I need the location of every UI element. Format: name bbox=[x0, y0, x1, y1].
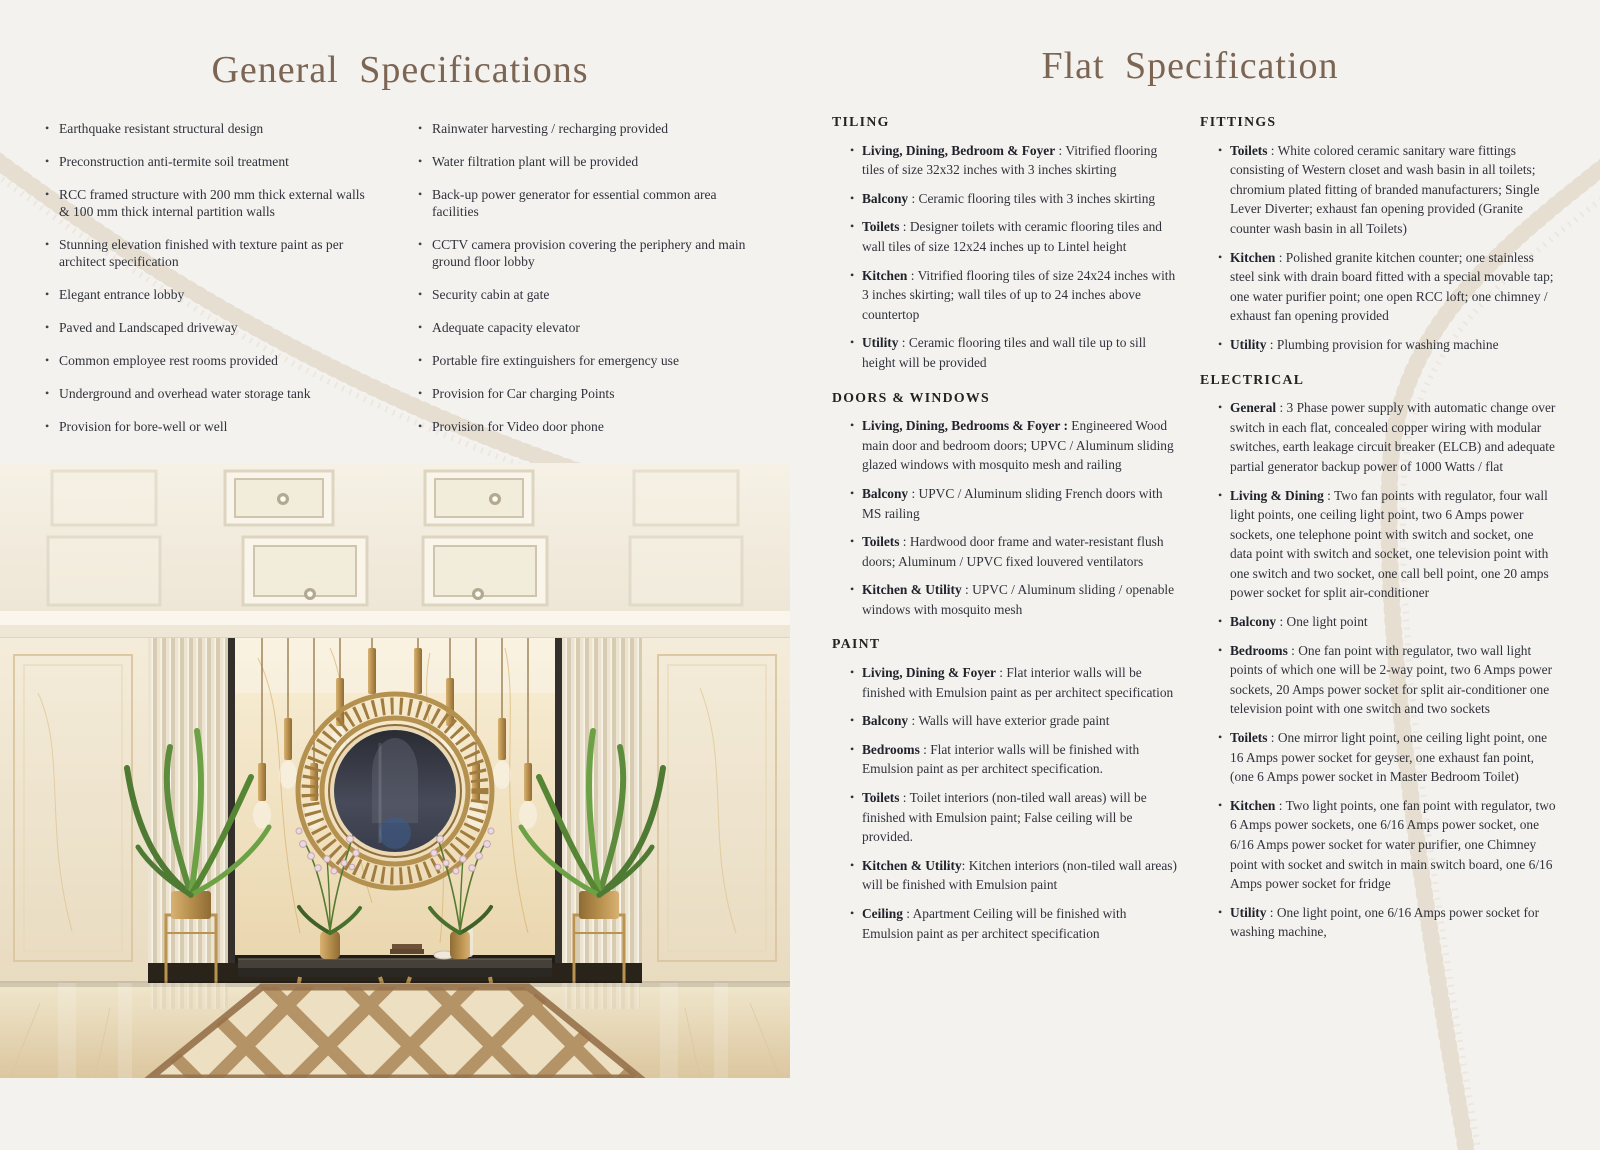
bullet-icon: • bbox=[45, 187, 50, 201]
bullet-icon: • bbox=[418, 386, 423, 400]
section-items bbox=[832, 141, 1180, 373]
spec-item: • Kitchen & Utility : UPVC / Aluminum sliding / openable windows with mosquito mesh bbox=[850, 580, 1180, 619]
spec-item: • Toilets : Hardwood door frame and water-resistant flush doors; Aluminum / UPVC fixed louvered ventilators bbox=[850, 532, 1180, 571]
bullet-icon: • bbox=[45, 154, 50, 168]
bullet-icon: • bbox=[418, 353, 423, 367]
bullet-icon: • bbox=[418, 154, 423, 168]
spec-item: • Security cabin at gate bbox=[418, 287, 550, 302]
spec-item: • Bedrooms : One fan point with regulator, two wall light points of which one will be 2-way point, two 6 Amps power sockets, 20 Amps power socket for split air-conditioner one television point with one switch and two sockets bbox=[1218, 641, 1558, 719]
section-items bbox=[832, 663, 1180, 943]
bullet-icon: • bbox=[418, 287, 423, 301]
spec-item: • Living & Dining : Two fan points with regulator, four wall light points, one ceiling light point, two 6 Amps power sockets, one telephone point with switch and socket, one data point with switch and socket, one television point with one switch and two socket, one call bell point, one 20 amps power socket for split air-conditioner bbox=[1218, 486, 1558, 604]
bullet-icon: • bbox=[418, 320, 423, 334]
spec-item: • Elegant entrance lobby bbox=[45, 287, 185, 302]
spec-item: • Ceiling : Apartment Ceiling will be finished with Emulsion paint as per architect specification bbox=[850, 904, 1180, 943]
spec-item: • Provision for Video door phone bbox=[418, 419, 604, 434]
bullet-icon: • bbox=[418, 121, 423, 135]
section-header: PAINT bbox=[832, 636, 881, 652]
spec-item: • Toilets : One mirror light point, one ceiling light point, one 16 Amps power socket for geyser, one exhaust fan point, (one 6 Amps power socket in Master Bedroom Toilet) bbox=[1218, 728, 1558, 787]
spec-item: • Balcony : Ceramic flooring tiles with 3 inches skirting bbox=[850, 189, 1180, 209]
spec-item: • Living, Dining & Foyer : Flat interior walls will be finished with Emulsion paint as per architect specification bbox=[850, 663, 1180, 702]
section-header: TILING bbox=[832, 114, 890, 129]
spec-item: • Utility : Plumbing provision for washing machine bbox=[1218, 335, 1558, 355]
spec-item: • Balcony : Walls will have exterior grade paint bbox=[850, 711, 1180, 731]
bullet-icon: • bbox=[45, 353, 50, 367]
entrance-lobby-photo bbox=[0, 463, 790, 1078]
spec-item: • Preconstruction anti-termite soil treatment bbox=[45, 154, 289, 169]
bullet-icon: • bbox=[418, 187, 423, 201]
spec-item: • Adequate capacity elevator bbox=[418, 320, 580, 335]
section-items bbox=[1200, 398, 1558, 942]
spec-item: • Kitchen : Two light points, one fan point with regulator, two 6 Amps power sockets, one 6/16 Amps power socket, one 6/16 Amps power socket for water purifier, one Chimney point with socket and switch in main switch board, one 6/16 Amps power socket for fridge bbox=[1218, 796, 1558, 894]
spec-item: • Stunning elevation finished with texture paint as per architect specification bbox=[45, 237, 344, 269]
spec-item: • Utility : One light point, one 6/16 Amps power socket for washing machine, bbox=[1218, 903, 1558, 942]
section-header: DOORS & WINDOWS bbox=[832, 389, 991, 405]
bullet-icon: • bbox=[45, 237, 50, 251]
bullet-icon: • bbox=[45, 320, 50, 334]
section-header: FITTINGS bbox=[1200, 114, 1277, 129]
bullet-icon: • bbox=[45, 386, 50, 400]
spec-item: • Toilets : White colored ceramic sanitary ware fittings consisting of Western closet and wash basin in all toilets; chromium plated fitting of branded manufacturers; Single Lever Diverter; exhaust fan opening provided (Granite counter wash basin in all Toilets) bbox=[1218, 141, 1558, 239]
bullet-icon: • bbox=[45, 287, 50, 301]
spec-item: • General : 3 Phase power supply with automatic change over switch in each flat, concealed copper wiring with modular switches, earth leakage circuit breaker (ELCB) and adequate partial generator backup power of 1000 Watts / flat bbox=[1218, 398, 1558, 476]
flat-spec-column-1 bbox=[832, 112, 1180, 952]
spec-item: • Kitchen : Polished granite kitchen counter; one stainless steel sink with drain board fitted with a special movable tap; one water purifier point; one open RCC loft; one chimney / exhaust fan opening provided bbox=[1218, 248, 1558, 326]
bullet-icon: • bbox=[418, 419, 423, 433]
spec-item: • Kitchen & Utility: Kitchen interiors (non-tiled wall areas) will be finished with Emulsion paint bbox=[850, 856, 1180, 895]
bullet-icon: • bbox=[45, 121, 50, 135]
spec-item: • Kitchen : Vitrified flooring tiles of size 24x24 inches with 3 inches skirting; wall tiles of up to 24 inches above countertop bbox=[850, 266, 1180, 325]
section-items bbox=[1200, 141, 1558, 355]
spec-item: • Common employee rest rooms provided bbox=[45, 353, 278, 368]
general-specs-column-2 bbox=[418, 120, 748, 451]
spec-item: • Earthquake resistant structural design bbox=[45, 121, 264, 136]
spec-item: • Utility : Ceramic flooring tiles and wall tile up to sill height will be provided bbox=[850, 333, 1180, 372]
spec-item: • Portable fire extinguishers for emergency use bbox=[418, 353, 679, 368]
spec-item: • Living, Dining, Bedrooms & Foyer : Engineered Wood main door and bedroom doors; UPVC / Aluminum sliding glazed windows with mosquito mesh and railing bbox=[850, 416, 1180, 475]
spec-item: • Provision for bore-well or well bbox=[45, 419, 228, 434]
spec-item: • Back-up power generator for essential common area facilities bbox=[418, 187, 717, 219]
spec-item: • Rainwater harvesting / recharging provided bbox=[418, 121, 669, 136]
spec-item: • RCC framed structure with 200 mm thick external walls & 100 mm thick internal partition walls bbox=[45, 187, 365, 219]
general-specifications-title: General Specifications bbox=[211, 49, 589, 91]
flat-spec-column-2 bbox=[1200, 112, 1558, 951]
spec-item: • Balcony : UPVC / Aluminum sliding French doors with MS railing bbox=[850, 484, 1180, 523]
spec-item: • Balcony : One light point bbox=[1218, 612, 1558, 632]
general-specs-column-1 bbox=[45, 120, 375, 451]
spec-item: • Underground and overhead water storage tank bbox=[45, 386, 311, 401]
spec-item: • Living, Dining, Bedroom & Foyer : Vitrified flooring tiles of size 32x32 inches with 3 inches skirting bbox=[850, 141, 1180, 180]
spec-item: • Toilets : Toilet interiors (non-tiled wall areas) will be finished with Emulsion paint; False ceiling will be provided. bbox=[850, 788, 1180, 847]
bullet-icon: • bbox=[418, 237, 423, 251]
spec-item: • Paved and Landscaped driveway bbox=[45, 320, 238, 335]
spec-item: • Water filtration plant will be provided bbox=[418, 154, 639, 169]
section-header: ELECTRICAL bbox=[1200, 371, 1305, 387]
spec-item: • Bedrooms : Flat interior walls will be finished with Emulsion paint as per architect specification. bbox=[850, 740, 1180, 779]
flat-specification-title: Flat Specification bbox=[1041, 45, 1339, 87]
section-items bbox=[832, 416, 1180, 619]
spec-item: • Toilets : Designer toilets with ceramic flooring tiles and wall tiles of size 12x24 inches up to Lintel height bbox=[850, 217, 1180, 256]
bullet-icon: • bbox=[45, 419, 50, 433]
spec-item: • Provision for Car charging Points bbox=[418, 386, 615, 401]
spec-item: • CCTV camera provision covering the periphery and main ground floor lobby bbox=[418, 237, 746, 269]
